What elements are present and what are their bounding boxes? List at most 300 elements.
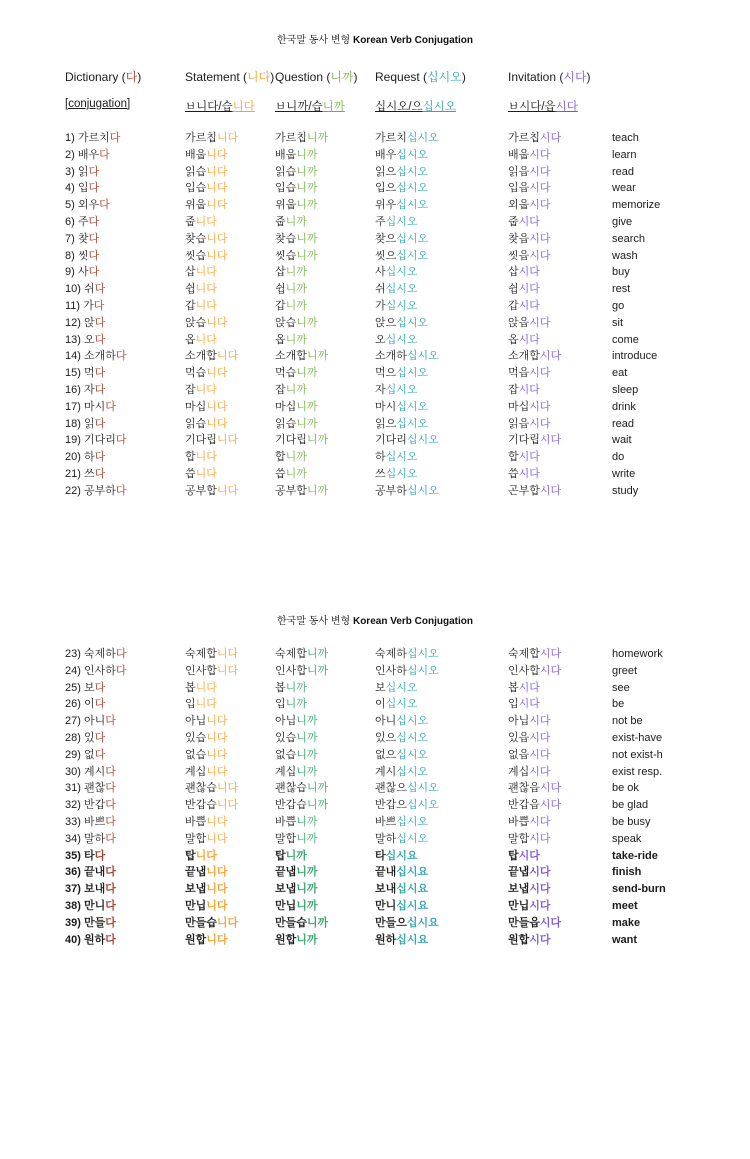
cell-english: be busy <box>612 815 651 828</box>
column-headers <box>65 68 737 85</box>
cell-dictionary: 28) 있다 <box>65 731 106 744</box>
cell-invitation: 곤부합시다 <box>508 484 562 497</box>
title-korean: 한국말 동사 변형 <box>277 616 351 627</box>
verb-row <box>65 730 737 747</box>
verb-row <box>65 180 737 197</box>
cell-dictionary: 2) 배우다 <box>65 148 110 161</box>
cell-english: give <box>612 215 633 228</box>
cell-english: speak <box>612 832 642 845</box>
header-dictionary: Dictionary (다) <box>65 70 142 84</box>
cell-english: be <box>612 698 625 711</box>
cell-statement: 옵니다 <box>185 333 217 346</box>
title-english: Korean Verb Conjugation <box>352 616 473 627</box>
cell-invitation: 아닙시다 <box>508 715 551 728</box>
verb-row <box>65 932 737 949</box>
verb-row <box>65 147 737 164</box>
cell-statement: 인사합니다 <box>185 664 239 677</box>
cell-invitation: 계십시다 <box>508 765 551 778</box>
cell-english: want <box>612 933 638 946</box>
cell-request: 위우십시오 <box>375 199 429 212</box>
cell-statement: 반갑습니다 <box>185 799 239 812</box>
cell-dictionary: 34) 말하다 <box>65 832 116 845</box>
cell-english: take-ride <box>612 849 658 862</box>
cell-english: not exist-h <box>612 748 663 761</box>
cell-statement: 잡니다 <box>185 383 217 396</box>
cell-question: 마십니까 <box>275 400 318 413</box>
cell-statement: 갑니다 <box>185 299 217 312</box>
cell-english: wear <box>612 182 636 195</box>
verb-row <box>65 315 737 332</box>
cell-english: meet <box>612 899 638 912</box>
cell-request: 읽으십시오 <box>375 165 429 178</box>
cell-question: 읽습니까 <box>275 417 318 430</box>
verb-row <box>65 713 737 730</box>
verb-row <box>65 646 737 663</box>
cell-dictionary: 15) 먹다 <box>65 367 106 380</box>
cell-statement: 아닙니다 <box>185 715 228 728</box>
cell-dictionary: 36) 끝내다 <box>65 866 116 879</box>
verb-row <box>65 780 737 797</box>
cell-invitation: 앉읍시다 <box>508 316 551 329</box>
cell-question: 있습니까 <box>275 731 318 744</box>
cell-question: 가르칩니까 <box>275 132 329 144</box>
cell-english: read <box>612 165 635 178</box>
verb-table-page-2 <box>65 646 737 948</box>
cell-request: 소개하십시오 <box>375 350 439 363</box>
cell-invitation: 쉽시다 <box>508 283 540 296</box>
cell-english: finish <box>612 866 642 879</box>
cell-invitation: 끝냅시다 <box>508 866 551 879</box>
cell-dictionary: 35) 타다 <box>65 849 106 862</box>
cell-statement: 봅니다 <box>185 681 217 694</box>
cell-request: 마시십시오 <box>375 400 429 413</box>
cell-question: 인사합니까 <box>275 664 329 677</box>
verb-row <box>65 416 737 433</box>
cell-request: 보십시오 <box>375 681 418 694</box>
cell-invitation: 반갑읍시다 <box>508 799 562 812</box>
cell-dictionary: 26) 이다 <box>65 698 106 711</box>
cell-question: 만닙니까 <box>275 899 318 912</box>
cell-invitation: 배웁시다 <box>508 148 551 161</box>
cell-invitation: 입읍시다 <box>508 182 551 195</box>
verb-row <box>65 432 737 449</box>
verb-table-page-1 <box>65 130 737 500</box>
cell-statement: 계십니다 <box>185 765 228 778</box>
cell-english: study <box>612 484 639 497</box>
cell-request: 배우십시오 <box>375 148 429 161</box>
cell-statement: 기다립니다 <box>185 434 239 447</box>
cell-statement: 읽습니다 <box>185 417 228 430</box>
cell-question: 봅니까 <box>275 681 307 694</box>
cell-invitation: 소개합시다 <box>508 350 562 363</box>
verb-row <box>65 449 737 466</box>
cell-dictionary: 3) 읽다 <box>65 165 100 178</box>
cell-request: 계시십시오 <box>375 765 429 778</box>
pattern-statement: ㅂ니다/습니다 <box>185 101 255 113</box>
cell-invitation: 만닙시다 <box>508 899 551 912</box>
header-invitation: Invitation (시다) <box>508 70 591 84</box>
cell-request: 숙제하십시오 <box>375 648 439 660</box>
cell-invitation: 만들읍시다 <box>508 916 562 929</box>
cell-english: exist resp. <box>612 765 663 778</box>
cell-dictionary: 31) 괜찮다 <box>65 782 116 795</box>
cell-statement: 앉습니다 <box>185 316 228 329</box>
verb-row <box>65 130 737 147</box>
cell-dictionary: 24) 인사하다 <box>65 664 127 677</box>
cell-question: 갑니까 <box>275 299 307 312</box>
cell-invitation: 괜찮읍시다 <box>508 782 562 795</box>
cell-invitation: 인사합시다 <box>508 664 562 677</box>
cell-invitation: 가르칩시다 <box>508 132 562 144</box>
cell-question: 옵니까 <box>275 333 307 346</box>
cell-dictionary: 37) 보내다 <box>65 883 116 896</box>
cell-statement: 쉽니다 <box>185 283 217 296</box>
verb-row <box>65 797 737 814</box>
cell-question: 줍니까 <box>275 215 307 228</box>
verb-row <box>65 881 737 898</box>
pattern-invitation: ㅂ시다/읍시다 <box>508 101 578 113</box>
cell-invitation: 말합시다 <box>508 832 551 845</box>
conjugation-label: [conjugation] <box>65 98 131 110</box>
cell-invitation: 먹읍시다 <box>508 367 551 380</box>
cell-english: buy <box>612 266 630 279</box>
cell-statement: 원합니다 <box>185 933 228 946</box>
cell-question: 공부합니까 <box>275 484 329 497</box>
cell-dictionary: 22) 공부하다 <box>65 484 127 497</box>
cell-english: write <box>612 467 636 480</box>
cell-statement: 입습니다 <box>185 182 228 195</box>
cell-invitation: 삽시다 <box>508 266 540 279</box>
cell-statement: 마십니다 <box>185 400 228 413</box>
cell-statement: 씁니다 <box>185 467 217 480</box>
cell-request: 씻으십시오 <box>375 249 429 262</box>
verb-row <box>65 214 737 231</box>
cell-statement: 먹습니다 <box>185 367 228 380</box>
verb-row <box>65 483 737 500</box>
cell-invitation: 외웁시다 <box>508 199 551 212</box>
cell-dictionary: 19) 기다리다 <box>65 434 127 447</box>
cell-question: 소개합니까 <box>275 350 329 363</box>
verb-row <box>65 663 737 680</box>
cell-request: 쓰십시오 <box>375 467 418 480</box>
cell-question: 계십니까 <box>275 765 318 778</box>
cell-english: search <box>612 232 646 245</box>
cell-request: 끝내십시요 <box>375 866 429 879</box>
verb-row <box>65 466 737 483</box>
verb-row <box>65 248 737 265</box>
cell-invitation: 없읍시다 <box>508 748 551 761</box>
cell-invitation: 원합시다 <box>508 933 551 946</box>
cell-request: 괜찮으십시오 <box>375 782 439 795</box>
cell-dictionary: 33) 바쁘다 <box>65 815 116 828</box>
cell-invitation: 씻읍시다 <box>508 249 551 262</box>
cell-statement: 씻습니다 <box>185 249 228 262</box>
cell-invitation: 씁시다 <box>508 467 540 480</box>
cell-statement: 있습니다 <box>185 731 228 744</box>
cell-question: 아닙니까 <box>275 715 318 728</box>
cell-statement: 탑니다 <box>185 849 217 862</box>
cell-question: 잡니까 <box>275 383 307 396</box>
cell-question: 만들습니까 <box>275 916 329 929</box>
cell-english: teach <box>612 132 639 144</box>
cell-statement: 공부합니다 <box>185 484 239 497</box>
cell-statement: 읽습니다 <box>185 165 228 178</box>
cell-statement: 찾습니다 <box>185 232 228 245</box>
cell-invitation: 합시다 <box>508 451 540 464</box>
cell-invitation: 있읍시다 <box>508 731 551 744</box>
cell-request: 없으십시오 <box>375 748 429 761</box>
cell-dictionary: 25) 보다 <box>65 681 106 694</box>
header-question: Question (니까) <box>275 70 358 84</box>
cell-english: see <box>612 681 630 694</box>
cell-english: make <box>612 916 641 929</box>
cell-dictionary: 21) 쓰다 <box>65 467 106 480</box>
cell-invitation: 기다립시다 <box>508 434 562 447</box>
cell-dictionary: 7) 찾다 <box>65 232 100 245</box>
cell-dictionary: 16) 자다 <box>65 383 106 396</box>
cell-question: 합니까 <box>275 451 307 464</box>
verb-row <box>65 298 737 315</box>
cell-english: introduce <box>612 350 658 363</box>
cell-statement: 보냅니다 <box>185 883 228 896</box>
cell-invitation: 숙제합시다 <box>508 648 562 660</box>
verb-row <box>65 382 737 399</box>
cell-english: wash <box>612 249 638 262</box>
verb-row <box>65 680 737 697</box>
cell-invitation: 마십시다 <box>508 400 551 413</box>
verb-row <box>65 197 737 214</box>
cell-dictionary: 29) 없다 <box>65 748 106 761</box>
cell-request: 원하십시요 <box>375 933 429 946</box>
cell-question: 반갑습니까 <box>275 799 329 812</box>
title-korean: 한국말 동사 변형 <box>277 35 351 46</box>
cell-request: 찾으십시오 <box>375 232 429 245</box>
cell-request: 하십시오 <box>375 451 418 464</box>
cell-english: be glad <box>612 799 649 812</box>
cell-english: go <box>612 299 625 312</box>
cell-request: 바쁘십시오 <box>375 815 429 828</box>
cell-english: homework <box>612 648 663 660</box>
cell-invitation: 입시다 <box>508 698 540 711</box>
verb-row <box>65 696 737 713</box>
cell-dictionary: 18) 읽다 <box>65 417 106 430</box>
cell-invitation: 보냅시다 <box>508 883 551 896</box>
title-english: Korean Verb Conjugation <box>352 35 473 46</box>
cell-request: 사십시오 <box>375 266 418 279</box>
cell-statement: 위웁니다 <box>185 199 228 212</box>
verb-row <box>65 231 737 248</box>
verb-row <box>65 348 737 365</box>
cell-request: 읽으십시오 <box>375 417 429 430</box>
cell-invitation: 봅시다 <box>508 681 540 694</box>
cell-request: 입으십시오 <box>375 182 429 195</box>
cell-statement: 말합니다 <box>185 832 228 845</box>
cell-dictionary: 39) 만들다 <box>65 916 116 929</box>
cell-dictionary: 8) 씻다 <box>65 249 100 262</box>
cell-english: memorize <box>612 199 661 212</box>
cell-statement: 만들습니다 <box>185 916 239 929</box>
cell-question: 없습니까 <box>275 748 318 761</box>
cell-english: eat <box>612 367 628 380</box>
verb-row <box>65 365 737 382</box>
cell-statement: 숙제합니다 <box>185 648 239 660</box>
cell-request: 주십시오 <box>375 215 418 228</box>
cell-question: 말합니까 <box>275 832 318 845</box>
verb-row <box>65 281 737 298</box>
verb-row <box>65 814 737 831</box>
cell-english: come <box>612 333 639 346</box>
cell-dictionary: 6) 주다 <box>65 215 100 228</box>
verb-row <box>65 164 737 181</box>
cell-question: 입니까 <box>275 698 307 711</box>
cell-statement: 바쁩니다 <box>185 815 228 828</box>
cell-question: 배웁니까 <box>275 148 318 161</box>
verb-row <box>65 264 737 281</box>
cell-dictionary: 32) 반갑다 <box>65 799 116 812</box>
cell-question: 삽니까 <box>275 266 307 279</box>
cell-question: 보냅니까 <box>275 883 318 896</box>
cell-english: rest <box>612 283 631 296</box>
cell-dictionary: 9) 사다 <box>65 266 100 279</box>
cell-statement: 괜찮습니다 <box>185 782 239 795</box>
cell-dictionary: 1) 가르치다 <box>65 132 121 144</box>
cell-question: 원합니까 <box>275 933 318 946</box>
cell-request: 아니십시오 <box>375 715 429 728</box>
cell-question: 씻습니까 <box>275 249 318 262</box>
document-title <box>0 612 750 627</box>
verb-row <box>65 848 737 865</box>
verb-row <box>65 864 737 881</box>
cell-dictionary: 38) 만니다 <box>65 899 116 912</box>
cell-statement: 배웁니다 <box>185 148 228 161</box>
cell-dictionary: 27) 아니다 <box>65 715 116 728</box>
cell-question: 찾습니까 <box>275 232 318 245</box>
cell-question: 먹습니까 <box>275 367 318 380</box>
cell-invitation: 잡시다 <box>508 383 540 396</box>
cell-statement: 소개합니다 <box>185 350 239 363</box>
verb-row <box>65 764 737 781</box>
cell-request: 기다리십시오 <box>375 434 439 447</box>
cell-statement: 줍니다 <box>185 215 217 228</box>
conjugation-pattern-row <box>65 98 737 114</box>
cell-invitation: 탑시다 <box>508 849 540 862</box>
cell-request: 있으십시오 <box>375 731 429 744</box>
cell-request: 만니십시요 <box>375 899 429 912</box>
cell-question: 쉽니까 <box>275 283 307 296</box>
cell-question: 괜찮습니까 <box>275 782 329 795</box>
cell-request: 보내십시요 <box>375 883 429 896</box>
cell-request: 자십시오 <box>375 383 418 396</box>
cell-request: 오십시오 <box>375 333 418 346</box>
cell-question: 입습니까 <box>275 182 318 195</box>
cell-invitation: 바쁩시다 <box>508 815 551 828</box>
cell-request: 타십시요 <box>375 849 418 862</box>
cell-english: read <box>612 417 635 430</box>
cell-statement: 합니다 <box>185 451 217 464</box>
cell-request: 앉으십시오 <box>375 316 429 329</box>
cell-request: 말하십시오 <box>375 832 429 845</box>
cell-question: 기다립니까 <box>275 434 329 447</box>
cell-request: 먹으십시오 <box>375 367 429 380</box>
cell-english: exist-have <box>612 731 663 744</box>
cell-dictionary: 12) 앉다 <box>65 316 106 329</box>
cell-dictionary: 11) 가다 <box>65 299 105 312</box>
cell-question: 탑니까 <box>275 849 307 862</box>
cell-request: 가르치십시오 <box>375 132 439 144</box>
cell-invitation: 옵시다 <box>508 333 540 346</box>
verb-row <box>65 831 737 848</box>
cell-dictionary: 5) 외우다 <box>65 199 110 212</box>
cell-invitation: 찾읍시다 <box>508 232 551 245</box>
document-title <box>0 31 750 46</box>
cell-statement: 가르칩니다 <box>185 132 239 144</box>
cell-question: 위웁니까 <box>275 199 318 212</box>
cell-english: do <box>612 451 625 464</box>
cell-english: wait <box>612 434 632 447</box>
cell-english: not be <box>612 715 643 728</box>
pattern-question: ㅂ니까/습니까 <box>275 101 345 113</box>
cell-dictionary: 10) 쉬다 <box>65 283 106 296</box>
cell-english: drink <box>612 400 636 413</box>
cell-dictionary: 23) 숙제하다 <box>65 648 127 660</box>
verb-row <box>65 898 737 915</box>
verb-row <box>65 399 737 416</box>
cell-dictionary: 4) 입다 <box>65 182 100 195</box>
cell-statement: 없습니다 <box>185 748 228 761</box>
verb-row <box>65 915 737 932</box>
cell-statement: 삽니다 <box>185 266 217 279</box>
cell-question: 숙제합니까 <box>275 648 329 660</box>
cell-statement: 끝냅니다 <box>185 866 228 879</box>
cell-english: greet <box>612 664 638 677</box>
cell-request: 인사하십시오 <box>375 664 439 677</box>
cell-request: 가십시오 <box>375 299 418 312</box>
cell-statement: 입니다 <box>185 698 217 711</box>
cell-statement: 만닙니다 <box>185 899 228 912</box>
cell-dictionary: 40) 원하다 <box>65 933 116 946</box>
cell-request: 반갑으십시오 <box>375 799 439 812</box>
cell-dictionary: 13) 오다 <box>65 333 106 346</box>
header-statement: Statement (니다) <box>185 70 275 84</box>
cell-request: 쉬십시오 <box>375 283 418 296</box>
cell-english: be ok <box>612 782 639 795</box>
cell-invitation: 줍시다 <box>508 215 540 228</box>
cell-dictionary: 30) 계시다 <box>65 765 116 778</box>
cell-dictionary: 17) 마시다 <box>65 400 116 413</box>
verb-row <box>65 332 737 349</box>
pattern-request: 십시오/으십시오 <box>375 101 456 113</box>
header-request: Request (십시오) <box>375 70 466 84</box>
cell-dictionary: 20) 하다 <box>65 451 106 464</box>
cell-question: 읽습니까 <box>275 165 318 178</box>
cell-question: 앉습니까 <box>275 316 318 329</box>
cell-request: 만들으십시요 <box>375 916 439 929</box>
cell-english: send-burn <box>612 883 666 896</box>
cell-invitation: 읽읍시다 <box>508 417 551 430</box>
cell-english: sit <box>612 316 623 329</box>
cell-dictionary: 14) 소개하다 <box>65 350 127 363</box>
verb-row <box>65 747 737 764</box>
cell-english: sleep <box>612 383 639 396</box>
cell-question: 바쁩니까 <box>275 815 318 828</box>
cell-invitation: 읽읍시다 <box>508 165 551 178</box>
cell-request: 이십시오 <box>375 698 418 711</box>
cell-request: 공부하십시오 <box>375 484 439 497</box>
cell-english: learn <box>612 148 637 161</box>
cell-invitation: 갑시다 <box>508 299 540 312</box>
cell-question: 끝냅니까 <box>275 866 318 879</box>
cell-question: 씁니까 <box>275 467 307 480</box>
